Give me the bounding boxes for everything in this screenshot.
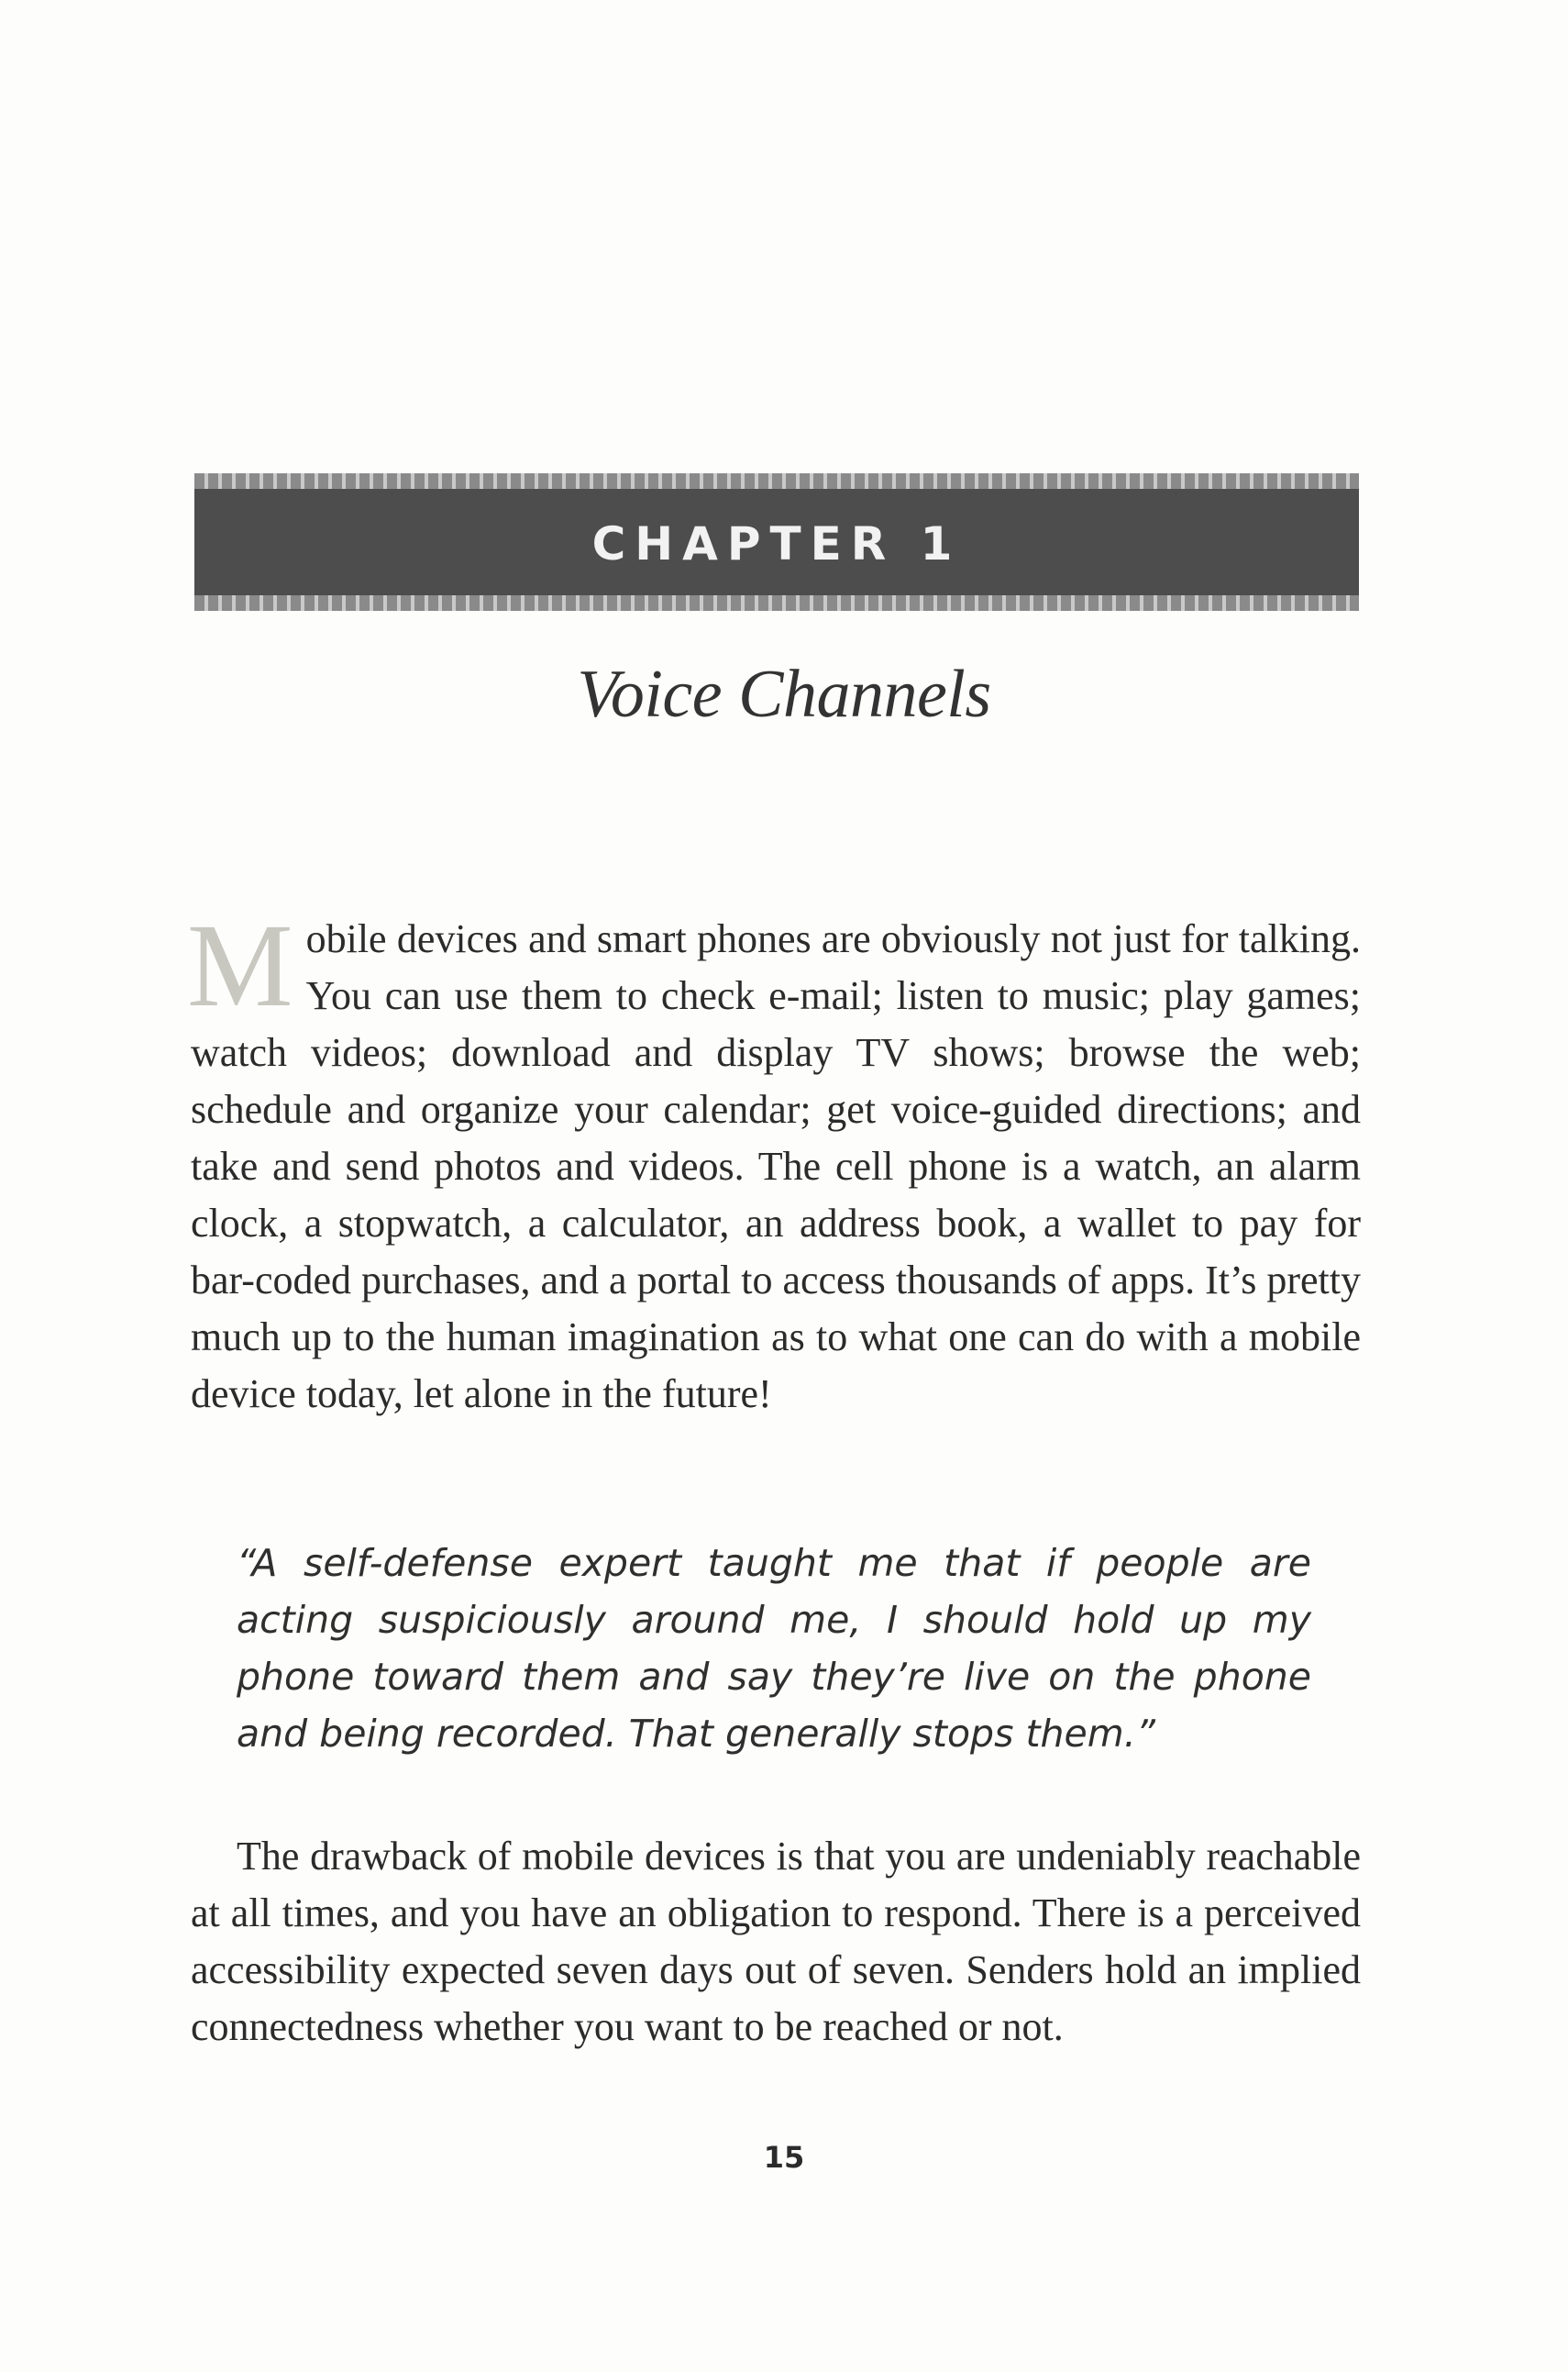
drop-cap: M xyxy=(187,900,293,1032)
paragraph-2: The drawback of mobile devices is that you are undeniably reachable at all times, and you have an obligation to respond. There is a perceived accessibility expected seven days out of seven. Senders hold an implied connectedness whether you want to be reached or not. xyxy=(191,1834,1361,2049)
paragraph-1 xyxy=(187,900,1361,1423)
chapter-label: CHAPTER 1 xyxy=(591,517,962,571)
banner-band xyxy=(194,489,1359,595)
banner-top-strip xyxy=(194,473,1359,489)
page-number: 15 xyxy=(763,2140,805,2175)
pull-quote: “A self-defense expert taught me that if people are acting suspiciously around me, I should hold up my phone toward them and say they’re live on the phone and being recorded. That generally stops them.” xyxy=(237,1541,1311,1756)
chapter-title: Voice Channels xyxy=(577,657,991,732)
chapter-banner xyxy=(194,473,1359,611)
banner-bottom-strip xyxy=(194,595,1359,611)
paragraph-1-text: obile devices and smart phones are obviously not just for talking. You can use them to check e-mail; listen to music; play games; watch videos; download and display TV shows; browse the web; schedule and organize your calendar; get voice-guided directions; and take and send photos and videos. The cell phone is a watch, an alarm clock, a stopwatch, a calculator, an address book, a wallet to pay for bar-coded purchases, and a portal to access thousands of apps. It’s pretty much up to the human imagination as to what one can do with a mobile device today, let alone in the future! xyxy=(191,916,1361,1416)
